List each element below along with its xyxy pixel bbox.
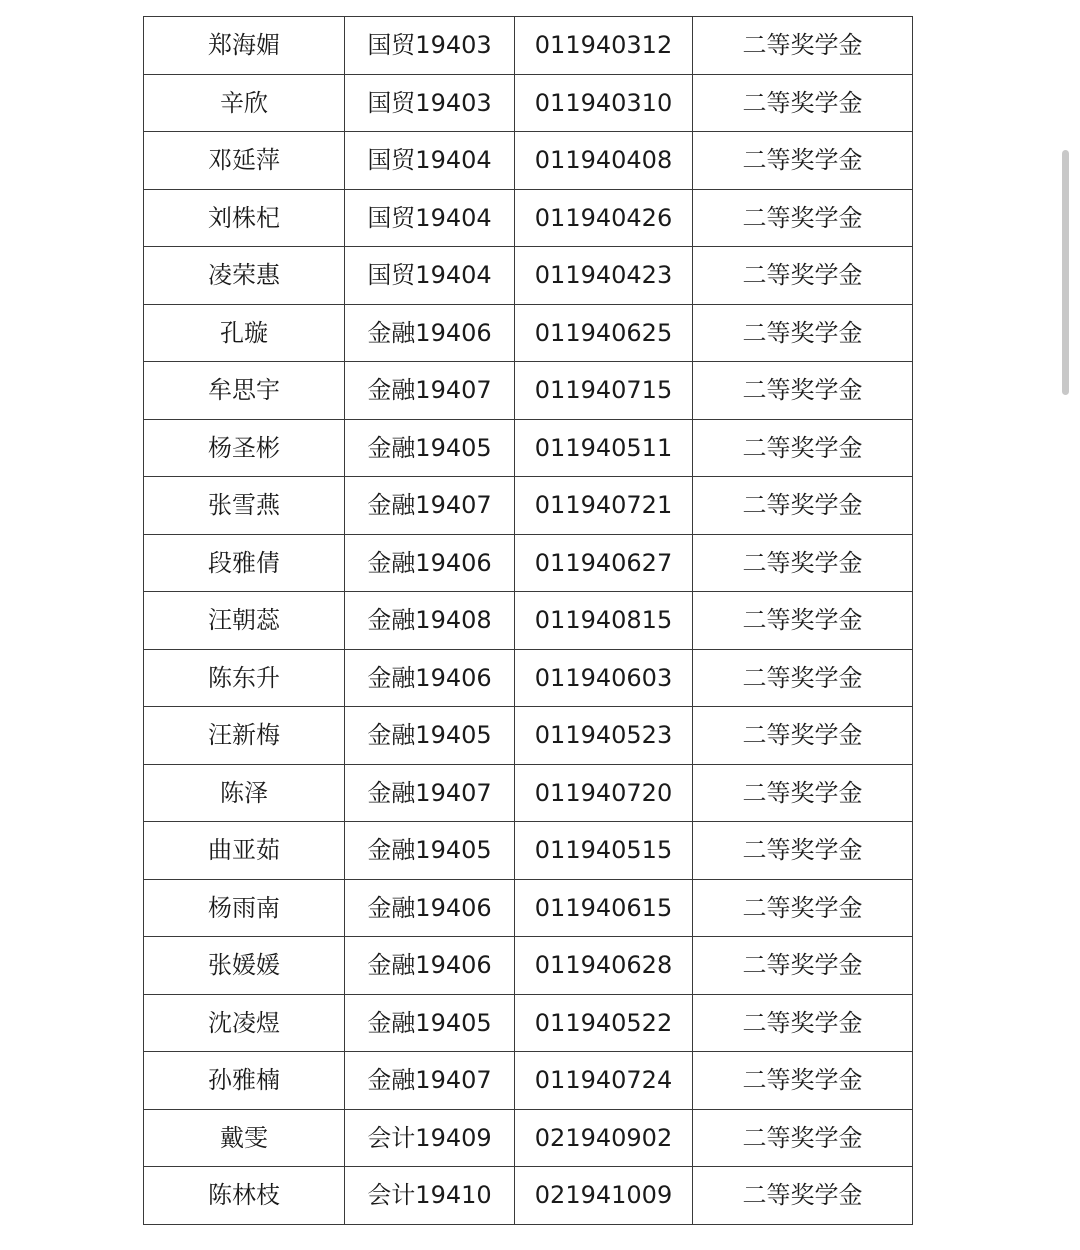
award-cell: 二等奖学金 (693, 362, 913, 420)
student-name-cell: 沈凌煜 (144, 994, 345, 1052)
award-cell: 二等奖学金 (693, 17, 913, 75)
student-id-cell: 011940625 (515, 304, 693, 362)
student-name-cell: 陈东升 (144, 649, 345, 707)
class-cell: 国贸19404 (345, 247, 515, 305)
student-name-cell: 杨圣彬 (144, 419, 345, 477)
class-cell: 会计19410 (345, 1167, 515, 1225)
award-cell: 二等奖学金 (693, 304, 913, 362)
class-cell: 金融19405 (345, 707, 515, 765)
student-name-cell: 陈林枝 (144, 1167, 345, 1225)
table-row (144, 937, 913, 995)
table-row (144, 419, 913, 477)
student-id-cell: 011940720 (515, 764, 693, 822)
class-cell: 国贸19403 (345, 74, 515, 132)
student-id-cell: 011940310 (515, 74, 693, 132)
class-cell: 金融19407 (345, 362, 515, 420)
student-id-cell: 021940902 (515, 1109, 693, 1167)
student-name-cell: 张媛媛 (144, 937, 345, 995)
award-cell: 二等奖学金 (693, 764, 913, 822)
table-row (144, 477, 913, 535)
award-cell: 二等奖学金 (693, 707, 913, 765)
award-cell: 二等奖学金 (693, 132, 913, 190)
table-row (144, 132, 913, 190)
scholarship-table (143, 16, 913, 1225)
table-row (144, 707, 913, 765)
student-name-cell: 牟思宇 (144, 362, 345, 420)
award-cell: 二等奖学金 (693, 74, 913, 132)
class-cell: 国贸19404 (345, 132, 515, 190)
class-cell: 金融19406 (345, 649, 515, 707)
table-row (144, 649, 913, 707)
award-cell: 二等奖学金 (693, 1052, 913, 1110)
student-name-cell: 孔璇 (144, 304, 345, 362)
table-row (144, 304, 913, 362)
student-name-cell: 段雅倩 (144, 534, 345, 592)
class-cell: 金融19407 (345, 1052, 515, 1110)
table-row (144, 1109, 913, 1167)
class-cell: 金融19405 (345, 994, 515, 1052)
student-name-cell: 孙雅楠 (144, 1052, 345, 1110)
table-row (144, 1052, 913, 1110)
award-cell: 二等奖学金 (693, 419, 913, 477)
award-cell: 二等奖学金 (693, 477, 913, 535)
student-id-cell: 011940721 (515, 477, 693, 535)
table-row (144, 879, 913, 937)
class-cell: 金融19407 (345, 764, 515, 822)
award-cell: 二等奖学金 (693, 247, 913, 305)
student-name-cell: 汪新梅 (144, 707, 345, 765)
scholarship-table-body (144, 17, 913, 1225)
student-id-cell: 011940628 (515, 937, 693, 995)
student-id-cell: 011940603 (515, 649, 693, 707)
award-cell: 二等奖学金 (693, 937, 913, 995)
award-cell: 二等奖学金 (693, 1167, 913, 1225)
class-cell: 金融19406 (345, 534, 515, 592)
student-name-cell: 杨雨南 (144, 879, 345, 937)
student-name-cell: 戴雯 (144, 1109, 345, 1167)
student-id-cell: 011940627 (515, 534, 693, 592)
class-cell: 金融19406 (345, 879, 515, 937)
award-cell: 二等奖学金 (693, 649, 913, 707)
student-name-cell: 凌荣惠 (144, 247, 345, 305)
student-name-cell: 汪朝蕊 (144, 592, 345, 650)
table-row (144, 534, 913, 592)
student-id-cell: 011940515 (515, 822, 693, 880)
student-name-cell: 辛欣 (144, 74, 345, 132)
table-row (144, 189, 913, 247)
student-id-cell: 011940523 (515, 707, 693, 765)
student-id-cell: 011940426 (515, 189, 693, 247)
table-row (144, 994, 913, 1052)
class-cell: 会计19409 (345, 1109, 515, 1167)
class-cell: 金融19408 (345, 592, 515, 650)
class-cell: 金融19407 (345, 477, 515, 535)
vertical-scrollbar-thumb[interactable] (1062, 150, 1069, 395)
student-id-cell: 021941009 (515, 1167, 693, 1225)
award-cell: 二等奖学金 (693, 879, 913, 937)
student-name-cell: 陈泽 (144, 764, 345, 822)
table-row (144, 247, 913, 305)
table-row (144, 592, 913, 650)
class-cell: 国贸19403 (345, 17, 515, 75)
student-id-cell: 011940715 (515, 362, 693, 420)
table-row (144, 764, 913, 822)
award-cell: 二等奖学金 (693, 822, 913, 880)
award-cell: 二等奖学金 (693, 994, 913, 1052)
table-row (144, 17, 913, 75)
student-name-cell: 张雪燕 (144, 477, 345, 535)
student-name-cell: 邓延萍 (144, 132, 345, 190)
class-cell: 金融19406 (345, 937, 515, 995)
student-id-cell: 011940615 (515, 879, 693, 937)
award-cell: 二等奖学金 (693, 189, 913, 247)
class-cell: 金融19405 (345, 419, 515, 477)
student-name-cell: 刘株杞 (144, 189, 345, 247)
class-cell: 金融19406 (345, 304, 515, 362)
student-id-cell: 011940312 (515, 17, 693, 75)
student-id-cell: 011940423 (515, 247, 693, 305)
student-name-cell: 郑海媚 (144, 17, 345, 75)
student-id-cell: 011940522 (515, 994, 693, 1052)
class-cell: 金融19405 (345, 822, 515, 880)
student-id-cell: 011940724 (515, 1052, 693, 1110)
table-row (144, 362, 913, 420)
table-row (144, 74, 913, 132)
student-id-cell: 011940511 (515, 419, 693, 477)
class-cell: 国贸19404 (345, 189, 515, 247)
student-id-cell: 011940408 (515, 132, 693, 190)
table-row (144, 822, 913, 880)
student-name-cell: 曲亚茹 (144, 822, 345, 880)
student-id-cell: 011940815 (515, 592, 693, 650)
award-cell: 二等奖学金 (693, 592, 913, 650)
table-row (144, 1167, 913, 1225)
award-cell: 二等奖学金 (693, 534, 913, 592)
award-cell: 二等奖学金 (693, 1109, 913, 1167)
